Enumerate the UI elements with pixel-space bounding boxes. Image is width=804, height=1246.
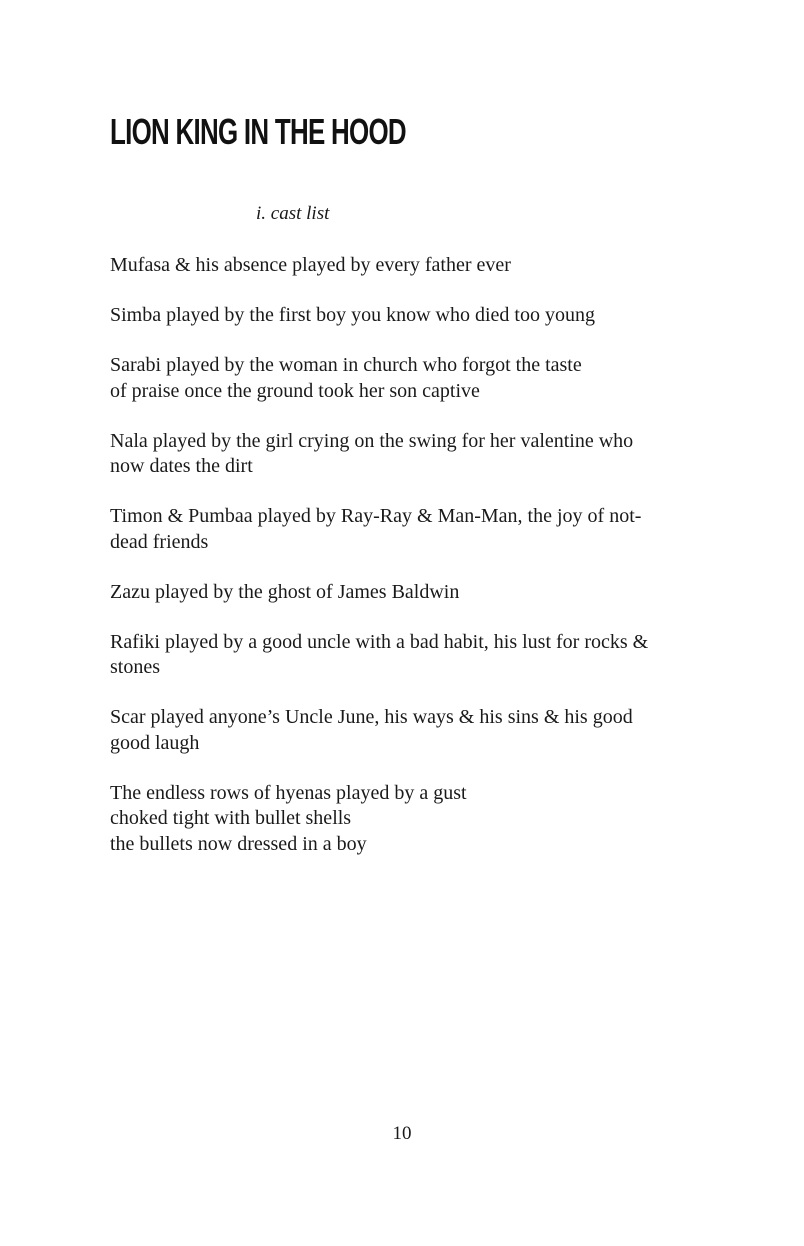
poem-line: now dates the dirt [110, 455, 253, 477]
poem-line: Mufasa & his absence played by every father ever [110, 254, 511, 276]
stanza [110, 781, 710, 858]
stanza [110, 580, 710, 606]
page-number: 10 [392, 1123, 412, 1144]
stanza [110, 705, 710, 756]
poem-line: good laugh [110, 731, 200, 754]
poem-line: Zazu played by the ghost of James Baldwin [110, 580, 460, 603]
poem-body [110, 253, 710, 882]
stanza [110, 253, 710, 279]
poem-line: dead friends [110, 530, 209, 553]
poem-line: The endless rows of hyenas played by a gust [110, 781, 467, 804]
stanza [110, 630, 710, 681]
poem-line: Timon & Pumbaa played by Ray-Ray & Man-Man, the joy of not- [110, 505, 642, 527]
poem-line: of praise once the ground took her son captive [110, 379, 480, 402]
poem-line: Simba played by the first boy you know who died too young [110, 304, 595, 326]
poem-line: choked tight with bullet shells [110, 807, 352, 829]
stanza [110, 303, 710, 329]
poem-line: stones [110, 656, 160, 678]
section-subtitle: i. cast list [256, 203, 330, 224]
poem-line: Rafiki played by a good uncle with a bad habit, his lust for rocks & [110, 630, 649, 653]
stanza [110, 353, 710, 404]
poem-line: Scar played anyone’s Uncle June, his ways & his sins & his good [110, 706, 633, 728]
stanza [110, 504, 710, 555]
poem-line: Nala played by the girl crying on the swing for her valentine who [110, 429, 634, 452]
poem-title: LION KING IN THE HOOD [110, 111, 406, 152]
poem-line: the bullets now dressed in a boy [110, 832, 367, 855]
poem-line: Sarabi played by the woman in church who forgot the taste [110, 354, 582, 376]
stanza [110, 429, 710, 480]
